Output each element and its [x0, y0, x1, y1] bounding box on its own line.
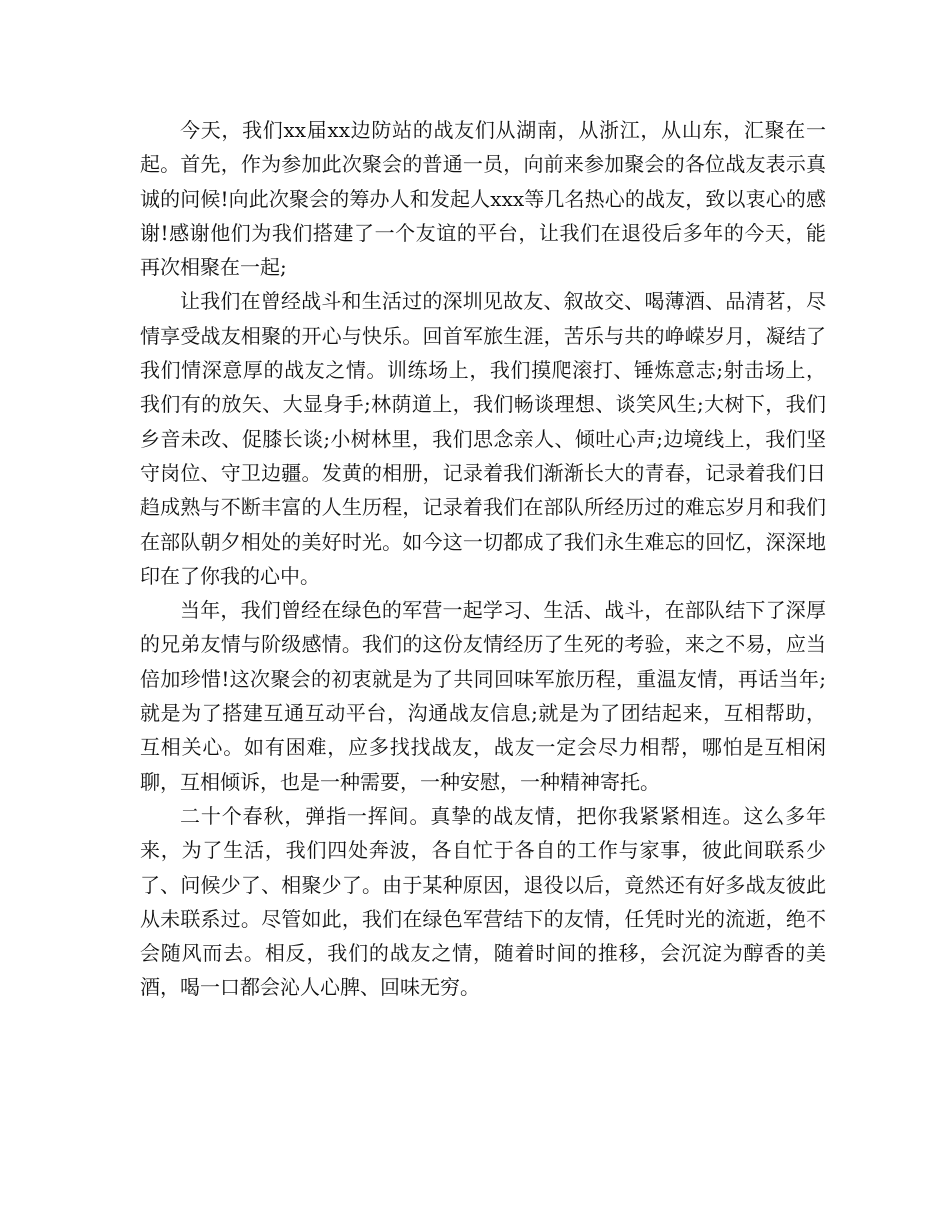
- paragraph-1: 今天，我们xx届xx边防站的战友们从湖南，从浙江，从山东，汇聚在一起。首先，作为参加此次聚会的普通一员，向前来参加聚会的各位战友表示真诚的问候!向此次聚会的筹办人和发起人xxx等几名热心的战友，致以衷心的感谢!感谢他们为我们搭建了一个友谊的平台，让我们在退役后多年的今天，能再次相聚在一起;: [140, 118, 826, 280]
- paragraph-3: 当年，我们曾经在绿色的军营一起学习、生活、战斗，在部队结下了深厚的兄弟友情与阶级感情。我们的这份友情经历了生死的考验，来之不易，应当倍加珍惜!这次聚会的初衷就是为了共同回味军旅历程，重温友情，再话当年;就是为了搭建互通互动平台，沟通战友信息;就是为了团结起来，互相帮助，互相关心。如有困难，应多找找战友，战友一定会尽力相帮，哪怕是互相闲聊，互相倾诉，也是一种需要，一种安慰，一种精神寄托。: [140, 598, 826, 794]
- document-body: [140, 113, 826, 1005]
- paragraph-2: 让我们在曾经战斗和生活过的深圳见故友、叙故交、喝薄酒、品清茗，尽情享受战友相聚的开心与快乐。回首军旅生涯，苦乐与共的峥嵘岁月，凝结了我们情深意厚的战友之情。训练场上，我们摸爬滚打、锤炼意志;射击场上，我们有的放矢、大显身手;林荫道上，我们畅谈理想、谈笑风生;大树下，我们乡音未改、促膝长谈;小树林里，我们思念亲人、倾吐心声;边境线上，我们坚守岗位、守卫边疆。发黄的相册，记录着我们渐渐长大的青春，记录着我们日趋成熟与不断丰富的人生历程，记录着我们在部队所经历过的难忘岁月和我们在部队朝夕相处的美好时光。如今这一切都成了我们永生难忘的回忆，深深地印在了你我的心中。: [140, 289, 826, 588]
- paragraph-4: 二十个春秋，弹指一挥间。真挚的战友情，把你我紧紧相连。这么多年来，为了生活，我们四处奔波，各自忙于各自的工作与家事，彼此间联系少了、问候少了、相聚少了。由于某种原因，退役以后，竟然还有好多战友彼此从未联系过。尽管如此，我们在绿色军营结下的友情，任凭时光的流逝，绝不会随风而去。相反，我们的战友之情，随着时间的推移，会沉淀为醇香的美酒，喝一口都会沁人心脾、回味无穷。: [140, 803, 826, 1000]
